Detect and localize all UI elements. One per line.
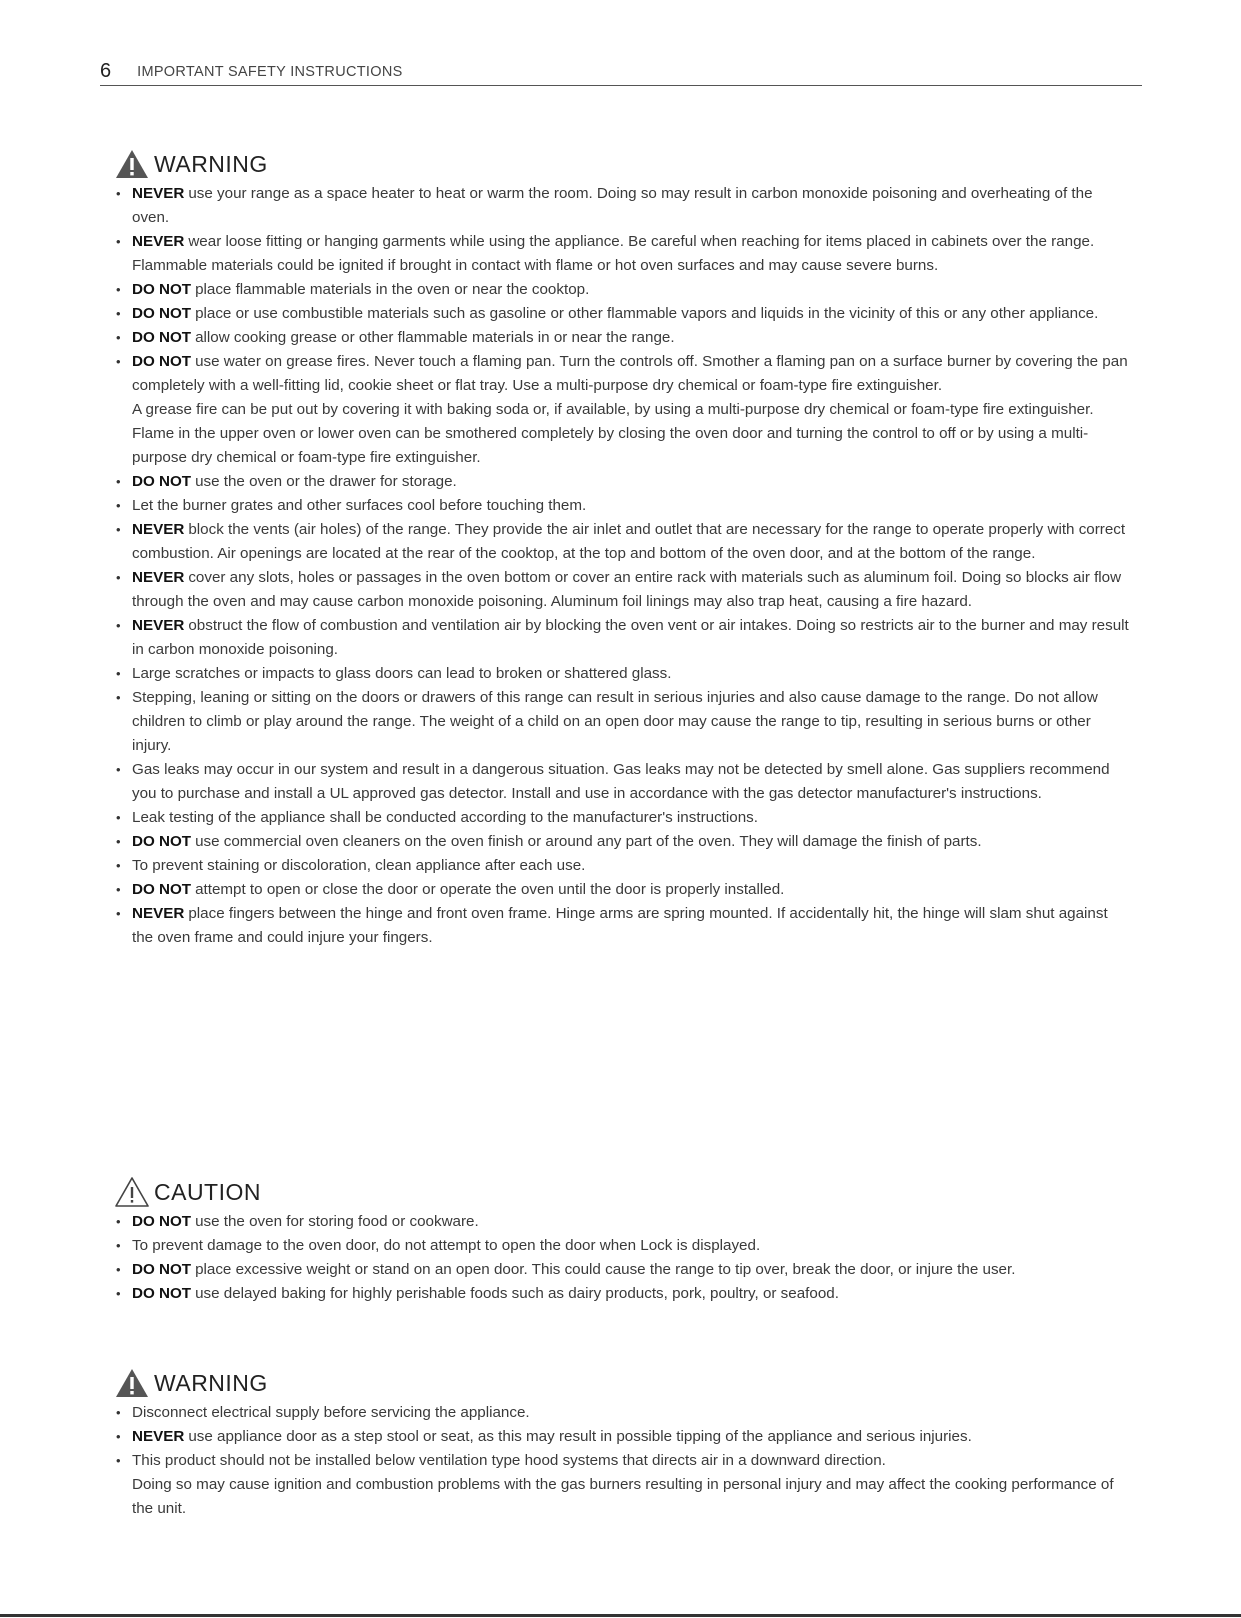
warning-list xyxy=(112,182,1132,950)
list-item: • Large scratches or impacts to glass doors can lead to broken or shattered glass. xyxy=(112,662,1132,686)
section-heading xyxy=(114,1174,1132,1210)
list-item: • DO NOT place excessive weight or stand on an open door. This could cause the range to tip over, break the door, or injure the user. xyxy=(112,1258,1132,1282)
list-item: • DO NOT attempt to open or close the door or operate the oven until the door is properly installed. xyxy=(112,878,1132,902)
section-heading xyxy=(114,146,1132,182)
list-item: • DO NOT use delayed baking for highly perishable foods such as dairy products, pork, poultry, or seafood. xyxy=(112,1282,1132,1306)
section-title: WARNING xyxy=(154,151,268,177)
caution-list xyxy=(112,1210,1132,1306)
list-item: • This product should not be installed below ventilation type hood systems that directs air in a downward direction. xyxy=(112,1449,1132,1473)
list-item: • DO NOT use the oven or the drawer for storage. xyxy=(112,470,1132,494)
warning-section-electrical xyxy=(112,1365,1132,1521)
list-item: • DO NOT place or use combustible materials such as gasoline or other flammable vapors and liquids in the vicinity of this or any other appliance. xyxy=(112,302,1132,326)
list-item: • NEVER cover any slots, holes or passages in the oven bottom or cover an entire rack with materials such as aluminum foil. Doing so blocks air flow through the oven and may cause carbon monoxide poisoning. Aluminum foil linings may also trap heat, causing a fire hazard. xyxy=(112,566,1132,614)
list-item: • NEVER obstruct the flow of combustion and ventilation air by blocking the oven vent or air intakes. Doing so restricts air to the burner and may result in carbon monoxide poisoning. xyxy=(112,614,1132,662)
list-item: • Disconnect electrical supply before servicing the appliance. xyxy=(112,1401,1132,1425)
warning-icon xyxy=(114,148,150,180)
warning-section xyxy=(112,146,1132,950)
list-item: • DO NOT use commercial oven cleaners on the oven finish or around any part of the oven. They will damage the finish of parts. xyxy=(112,830,1132,854)
list-item: • DO NOT place flammable materials in the oven or near the cooktop. xyxy=(112,278,1132,302)
list-item: • NEVER block the vents (air holes) of the range. They provide the air inlet and outlet that are necessary for the range to operate properly with correct combustion. Air openings are located at the rear of the cooktop, at the top and bottom of the oven door, and at the bottom of the range. xyxy=(112,518,1132,566)
caution-section xyxy=(112,1174,1132,1306)
list-item: • NEVER use your range as a space heater to heat or warm the room. Doing so may result in carbon monoxide poisoning and overheating of the oven. xyxy=(112,182,1132,230)
list-item: • DO NOT use the oven for storing food or cookware. xyxy=(112,1210,1132,1234)
caution-icon xyxy=(114,1176,150,1208)
list-item: A grease fire can be put out by covering it with baking soda or, if available, by using a multi-purpose dry chemical or foam-type fire extinguisher. xyxy=(132,401,1094,418)
section-heading xyxy=(114,1365,1132,1401)
list-item: • NEVER wear loose fitting or hanging garments while using the appliance. Be careful when reaching for items placed in cabinets over the range. Flammable materials could be ignited if brought in contact with flame or hot oven surfaces and may cause severe burns. xyxy=(112,230,1132,278)
list-item: • NEVER place fingers between the hinge and front oven frame. Hinge arms are spring mounted. If accidentally hit, the hinge will slam shut against the oven frame and could injure your fingers. xyxy=(112,902,1132,950)
header-title: IMPORTANT SAFETY INSTRUCTIONS xyxy=(137,64,403,80)
page-bottom-rule xyxy=(0,1614,1241,1617)
list-item: • Gas leaks may occur in our system and result in a dangerous situation. Gas leaks may not be detected by smell alone. Gas suppliers recommend you to purchase and install a UL approved gas detector. Install and use in accordance with the gas detector manufacturer's instructions. xyxy=(112,758,1132,806)
page-header xyxy=(100,56,1142,86)
warning-icon xyxy=(114,1367,150,1399)
warning-list xyxy=(112,1401,1132,1521)
list-item: • DO NOT use water on grease fires. Never touch a flaming pan. Turn the controls off. Smother a flaming pan on a surface burner by covering the pan completely with a well-fitting lid, cookie sheet or flat tray. Use a multi-purpose dry chemical or foam-type fire extinguisher. xyxy=(112,350,1132,398)
list-item: • Stepping, leaning or sitting on the doors or drawers of this range can result in serious injuries and also cause damage to the range. Do not allow children to climb or play around the range. The weight of a child on an open door may cause the range to tip, resulting in serious burns or other injury. xyxy=(112,686,1132,758)
list-item: • To prevent staining or discoloration, clean appliance after each use. xyxy=(112,854,1132,878)
list-item: • To prevent damage to the oven door, do not attempt to open the door when Lock is displayed. xyxy=(112,1234,1132,1258)
page-number: 6 xyxy=(100,60,112,82)
list-item: • Leak testing of the appliance shall be conducted according to the manufacturer's instructions. xyxy=(112,806,1132,830)
section-title: WARNING xyxy=(154,1370,268,1396)
list-item: • DO NOT allow cooking grease or other flammable materials in or near the range. xyxy=(112,326,1132,350)
list-item: Doing so may cause ignition and combustion problems with the gas burners resulting in personal injury and may affect the cooking performance of the unit. xyxy=(132,1476,1114,1517)
list-item: Flame in the upper oven or lower oven can be smothered completely by closing the oven door and turning the control to off or by using a multi-purpose dry chemical or foam-type fire extinguisher. xyxy=(132,425,1089,466)
list-item: • Let the burner grates and other surfaces cool before touching them. xyxy=(112,494,1132,518)
section-title: CAUTION xyxy=(154,1179,261,1205)
list-item: • NEVER use appliance door as a step stool or seat, as this may result in possible tipping of the appliance and serious injuries. xyxy=(112,1425,1132,1449)
